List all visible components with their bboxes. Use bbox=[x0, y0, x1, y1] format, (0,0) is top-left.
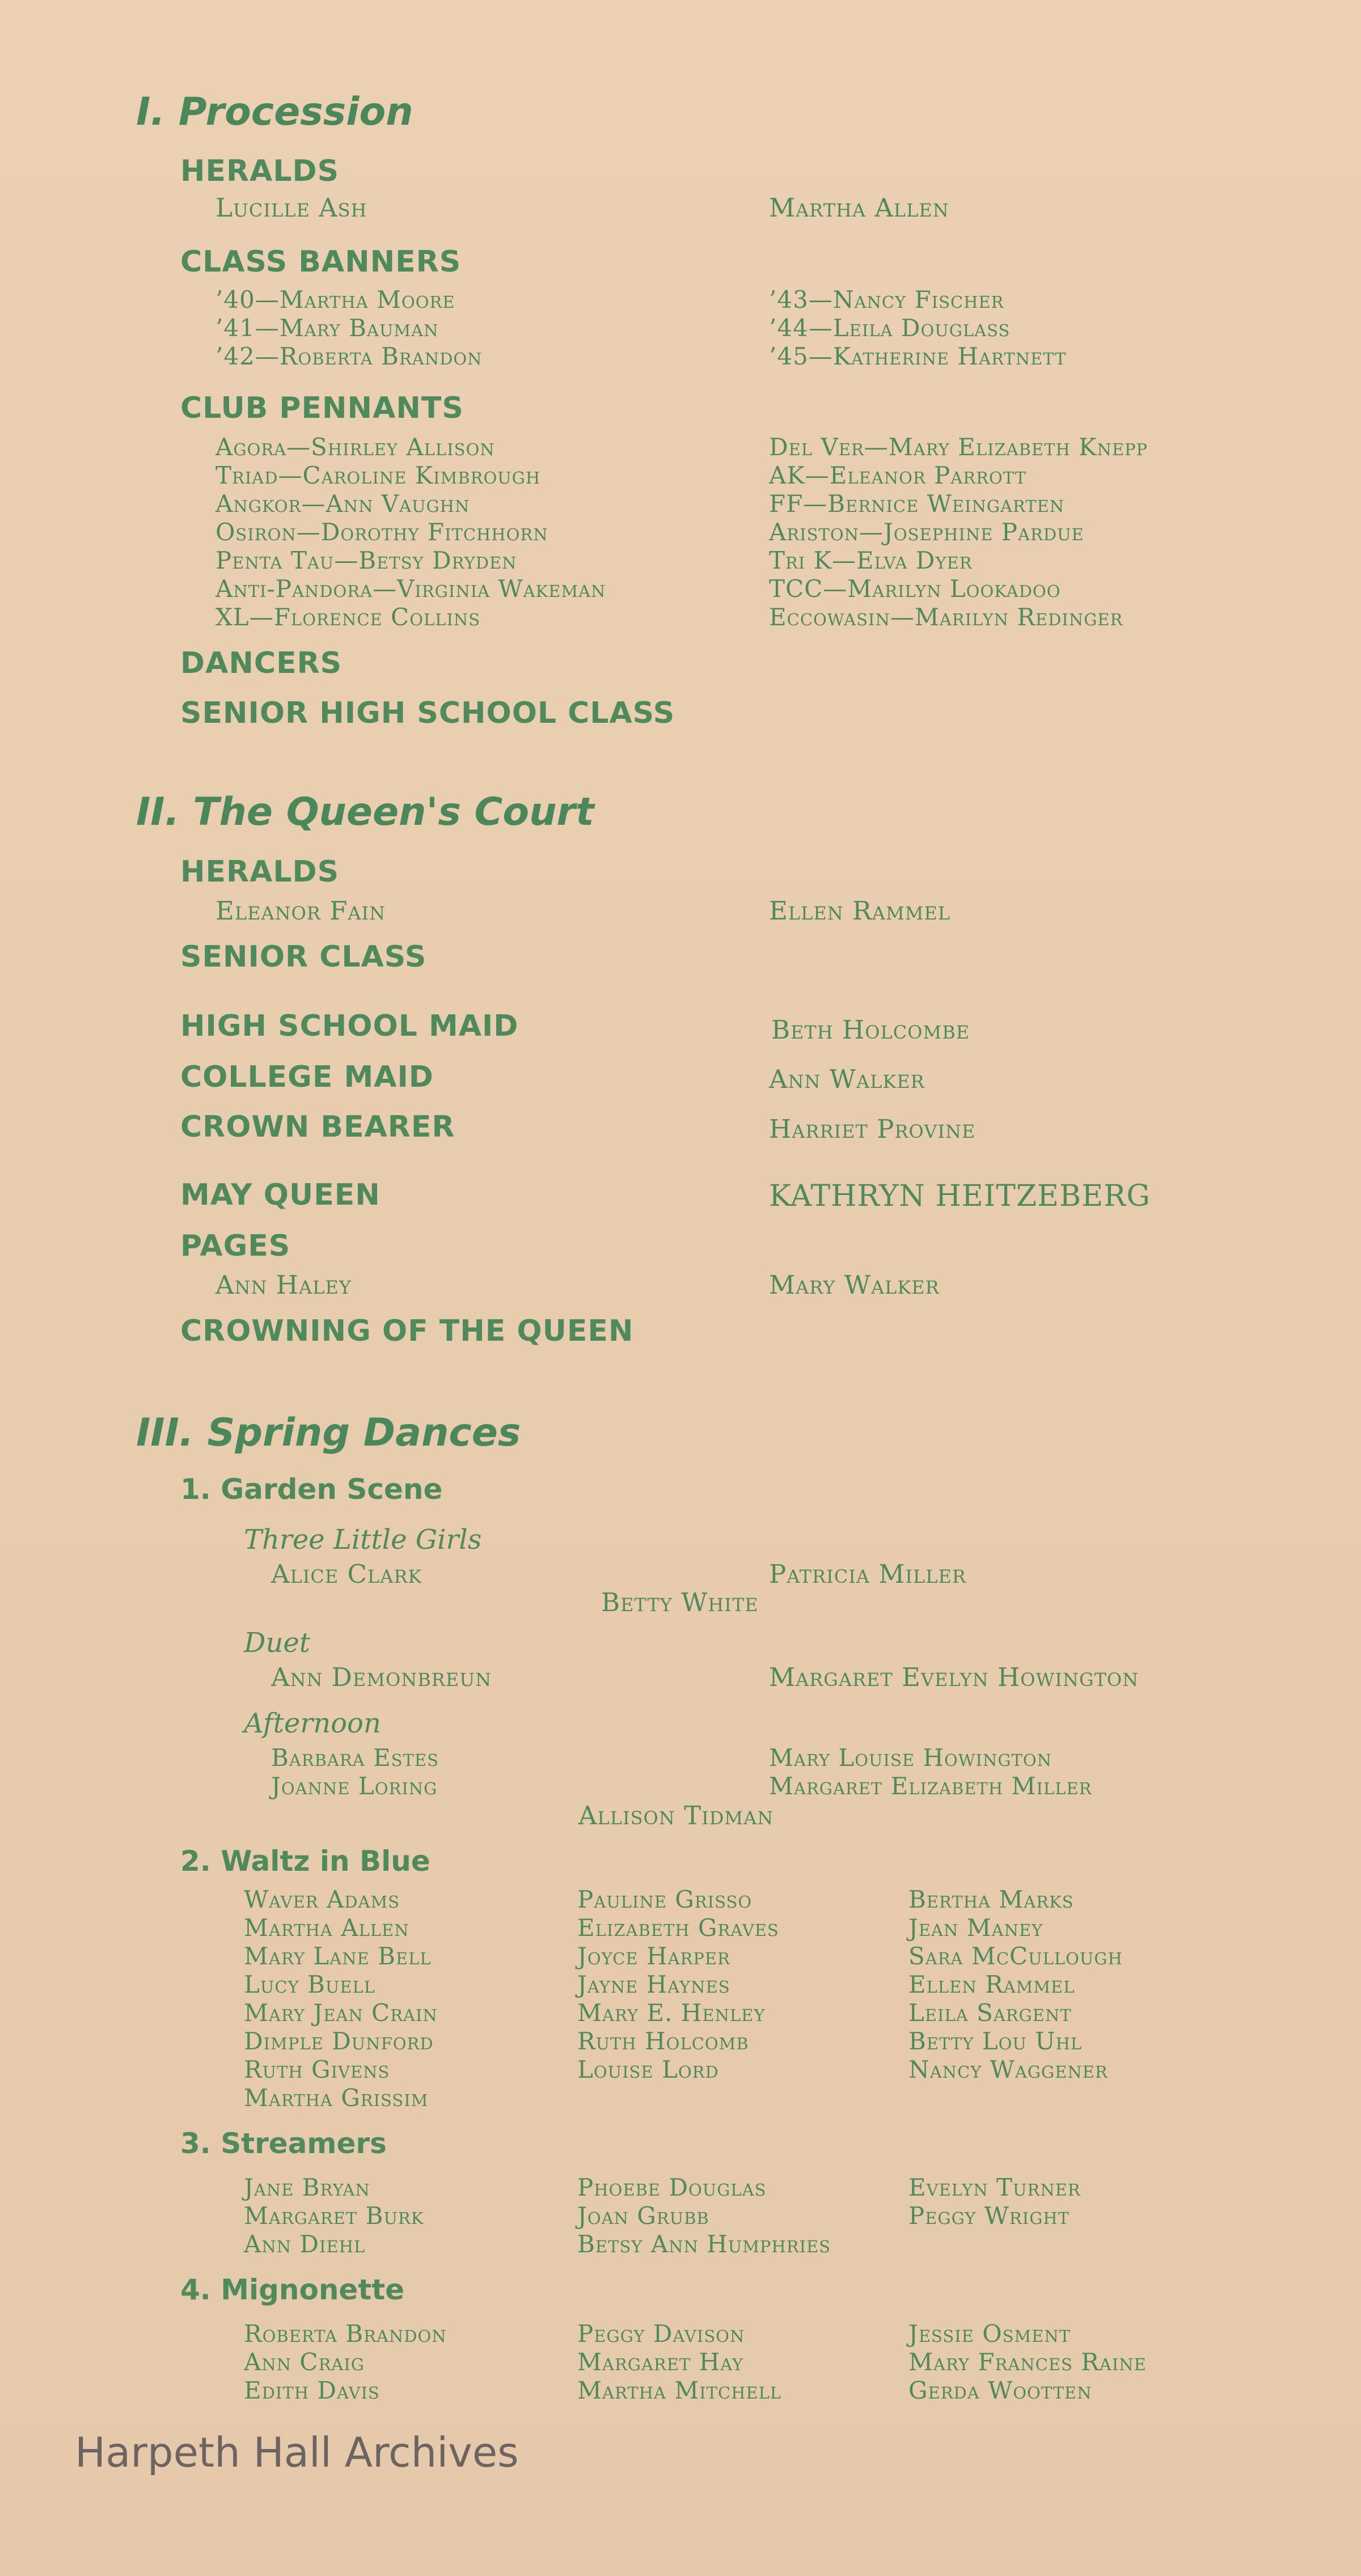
list-item: Nancy Waggener bbox=[908, 2056, 1108, 2083]
list-item: Triad—Caroline Kimbrough bbox=[215, 461, 541, 489]
list-item: Ann Craig bbox=[244, 2348, 365, 2376]
afternoon-right-list bbox=[769, 1744, 1092, 1800]
waltz-col-1 bbox=[244, 1886, 438, 2112]
list-item: Pauline Grisso bbox=[577, 1886, 753, 1913]
class-banners-heading: CLASS BANNERS bbox=[180, 245, 462, 279]
garden-scene-heading: 1. Garden Scene bbox=[180, 1473, 443, 1506]
club-pennants-left-list bbox=[215, 433, 606, 632]
list-item: FF—Bernice Weingarten bbox=[769, 490, 1065, 518]
streamers-heading: 3. Streamers bbox=[180, 2127, 387, 2160]
list-item: Elizabeth Graves bbox=[577, 1914, 779, 1942]
may-queen-label: MAY QUEEN bbox=[180, 1178, 381, 1212]
list-item: Mary E. Henley bbox=[577, 1999, 766, 2027]
page-2-name: Mary Walker bbox=[769, 1270, 940, 1300]
crown-bearer-name: Harriet Provine bbox=[769, 1114, 976, 1144]
court-heralds-heading: HERALDS bbox=[180, 855, 340, 889]
list-item: Mary Jean Crain bbox=[244, 1999, 438, 2027]
three-girls-dancer-1: Alice Clark bbox=[271, 1559, 422, 1589]
list-item: Dimple Dunford bbox=[244, 2027, 434, 2055]
afternoon-center-dancer: Allison Tidman bbox=[578, 1800, 774, 1831]
crowning-heading: CROWNING OF THE QUEEN bbox=[180, 1314, 634, 1348]
list-item: Mary Louise Howington bbox=[769, 1744, 1053, 1772]
streamers-col-3 bbox=[908, 2174, 1081, 2230]
list-item: Louise Lord bbox=[577, 2056, 719, 2083]
list-item: Jayne Haynes bbox=[577, 1971, 730, 1998]
mignonette-col-3 bbox=[908, 2320, 1147, 2405]
spring-dances-title: III. Spring Dances bbox=[136, 1410, 521, 1455]
list-item: Phoebe Douglas bbox=[577, 2174, 767, 2201]
list-item: Bertha Marks bbox=[908, 1886, 1074, 1913]
list-item: Joan Grubb bbox=[577, 2202, 709, 2230]
dancers-heading: DANCERS bbox=[180, 646, 343, 680]
may-queen-name: KATHRYN HEITZEBERG bbox=[769, 1179, 1151, 1213]
list-item: Sara McCullough bbox=[908, 1942, 1123, 1970]
list-item: Del Ver—Mary Elizabeth Knepp bbox=[769, 433, 1148, 461]
list-item: TCC—Marilyn Lookadoo bbox=[769, 575, 1061, 603]
class-banners-right-list bbox=[769, 286, 1067, 371]
court-herald-2: Ellen Rammel bbox=[769, 896, 951, 926]
list-item: ’42—Roberta Brandon bbox=[215, 342, 483, 370]
list-item: Jean Maney bbox=[908, 1914, 1043, 1942]
pages-heading: PAGES bbox=[180, 1229, 291, 1263]
list-item: Peggy Davison bbox=[577, 2320, 745, 2348]
procession-herald-1: Lucille Ash bbox=[215, 193, 367, 223]
duet-dancer-1: Ann Demonbreun bbox=[271, 1662, 492, 1692]
mignonette-col-2 bbox=[577, 2320, 781, 2405]
list-item: Ariston—Josephine Pardue bbox=[769, 518, 1084, 546]
afternoon-label: Afternoon bbox=[244, 1708, 381, 1739]
queens-court-title: II. The Queen's Court bbox=[136, 790, 594, 834]
streamers-col-2 bbox=[577, 2174, 831, 2259]
hs-maid-name: Beth Holcombe bbox=[771, 1015, 970, 1045]
duet-dancer-2: Margaret Evelyn Howington bbox=[769, 1662, 1139, 1692]
list-item: Gerda Wootten bbox=[908, 2376, 1092, 2404]
list-item: XL—Florence Collins bbox=[215, 603, 481, 631]
list-item: Joanne Loring bbox=[271, 1772, 438, 1800]
list-item: Betty Lou Uhl bbox=[908, 2027, 1083, 2055]
list-item: Mary Lane Bell bbox=[244, 1942, 432, 1970]
list-item: Ruth Givens bbox=[244, 2056, 390, 2083]
waltz-in-blue-heading: 2. Waltz in Blue bbox=[180, 1845, 430, 1878]
list-item: Martha Grissim bbox=[244, 2084, 429, 2112]
three-girls-dancer-3: Betty White bbox=[601, 1587, 759, 1617]
list-item: Betsy Ann Humphries bbox=[577, 2230, 831, 2258]
list-item: Peggy Wright bbox=[908, 2202, 1070, 2230]
list-item: ’44—Leila Douglass bbox=[769, 314, 1011, 342]
hs-maid-label: HIGH SCHOOL MAID bbox=[180, 1009, 519, 1043]
mignonette-heading: 4. Mignonette bbox=[180, 2273, 405, 2306]
list-item: Eccowasin—Marilyn Redinger bbox=[769, 603, 1123, 631]
club-pennants-right-list bbox=[769, 433, 1148, 632]
duet-label: Duet bbox=[244, 1627, 311, 1659]
list-item: Margaret Burk bbox=[244, 2202, 424, 2230]
senior-high-heading: SENIOR HIGH SCHOOL CLASS bbox=[180, 696, 675, 730]
list-item: Evelyn Turner bbox=[908, 2174, 1081, 2201]
list-item: Angkor—Ann Vaughn bbox=[215, 490, 470, 518]
list-item: Penta Tau—Betsy Dryden bbox=[215, 546, 517, 574]
list-item: ’43—Nancy Fischer bbox=[769, 286, 1004, 313]
senior-class-heading: SENIOR CLASS bbox=[180, 940, 427, 974]
list-item: Waver Adams bbox=[244, 1886, 400, 1913]
list-item: Ann Diehl bbox=[244, 2230, 366, 2258]
mignonette-col-1 bbox=[244, 2320, 447, 2405]
college-maid-label: COLLEGE MAID bbox=[180, 1060, 434, 1094]
class-banners-left-list bbox=[215, 286, 482, 371]
list-item: Barbara Estes bbox=[271, 1744, 439, 1772]
list-item: AK—Eleanor Parrott bbox=[769, 461, 1026, 489]
list-item: Osiron—Dorothy Fitchhorn bbox=[215, 518, 548, 546]
list-item: ’45—Katherine Hartnett bbox=[769, 342, 1067, 370]
list-item: Edith Davis bbox=[244, 2376, 380, 2404]
list-item: Lucy Buell bbox=[244, 1971, 376, 1998]
list-item: Anti-Pandora—Virginia Wakeman bbox=[215, 575, 606, 603]
list-item: Jane Bryan bbox=[244, 2174, 370, 2201]
archive-watermark: Harpeth Hall Archives bbox=[75, 2429, 519, 2476]
list-item: Roberta Brandon bbox=[244, 2320, 447, 2348]
list-item: Ruth Holcomb bbox=[577, 2027, 749, 2055]
waltz-col-3 bbox=[908, 1886, 1123, 2084]
three-little-girls-label: Three Little Girls bbox=[244, 1524, 482, 1556]
list-item: ’40—Martha Moore bbox=[215, 286, 455, 313]
list-item: Leila Sargent bbox=[908, 1999, 1072, 2027]
club-pennants-heading: CLUB PENNANTS bbox=[180, 391, 464, 425]
list-item: Tri K—Elva Dyer bbox=[769, 546, 973, 574]
list-item: Martha Mitchell bbox=[577, 2376, 782, 2404]
page-1-name: Ann Haley bbox=[215, 1270, 352, 1300]
list-item: Jessie Osment bbox=[908, 2320, 1071, 2348]
streamers-col-1 bbox=[244, 2174, 424, 2259]
procession-herald-2: Martha Allen bbox=[769, 193, 949, 223]
procession-heralds-heading: HERALDS bbox=[180, 154, 340, 188]
crown-bearer-label: CROWN BEARER bbox=[180, 1110, 455, 1144]
court-herald-1: Eleanor Fain bbox=[215, 896, 386, 926]
three-girls-dancer-2: Patricia Miller bbox=[769, 1559, 966, 1589]
list-item: ’41—Mary Bauman bbox=[215, 314, 439, 342]
list-item: Agora—Shirley Allison bbox=[215, 433, 495, 461]
list-item: Margaret Elizabeth Miller bbox=[769, 1772, 1092, 1800]
college-maid-name: Ann Walker bbox=[769, 1064, 925, 1094]
list-item: Ellen Rammel bbox=[908, 1971, 1075, 1998]
list-item: Mary Frances Raine bbox=[908, 2348, 1147, 2376]
waltz-col-2 bbox=[577, 1886, 779, 2084]
list-item: Margaret Hay bbox=[577, 2348, 744, 2376]
list-item: Joyce Harper bbox=[577, 1942, 730, 1970]
afternoon-left-list bbox=[271, 1744, 439, 1800]
procession-title: I. Procession bbox=[136, 90, 413, 134]
list-item: Martha Allen bbox=[244, 1914, 409, 1942]
